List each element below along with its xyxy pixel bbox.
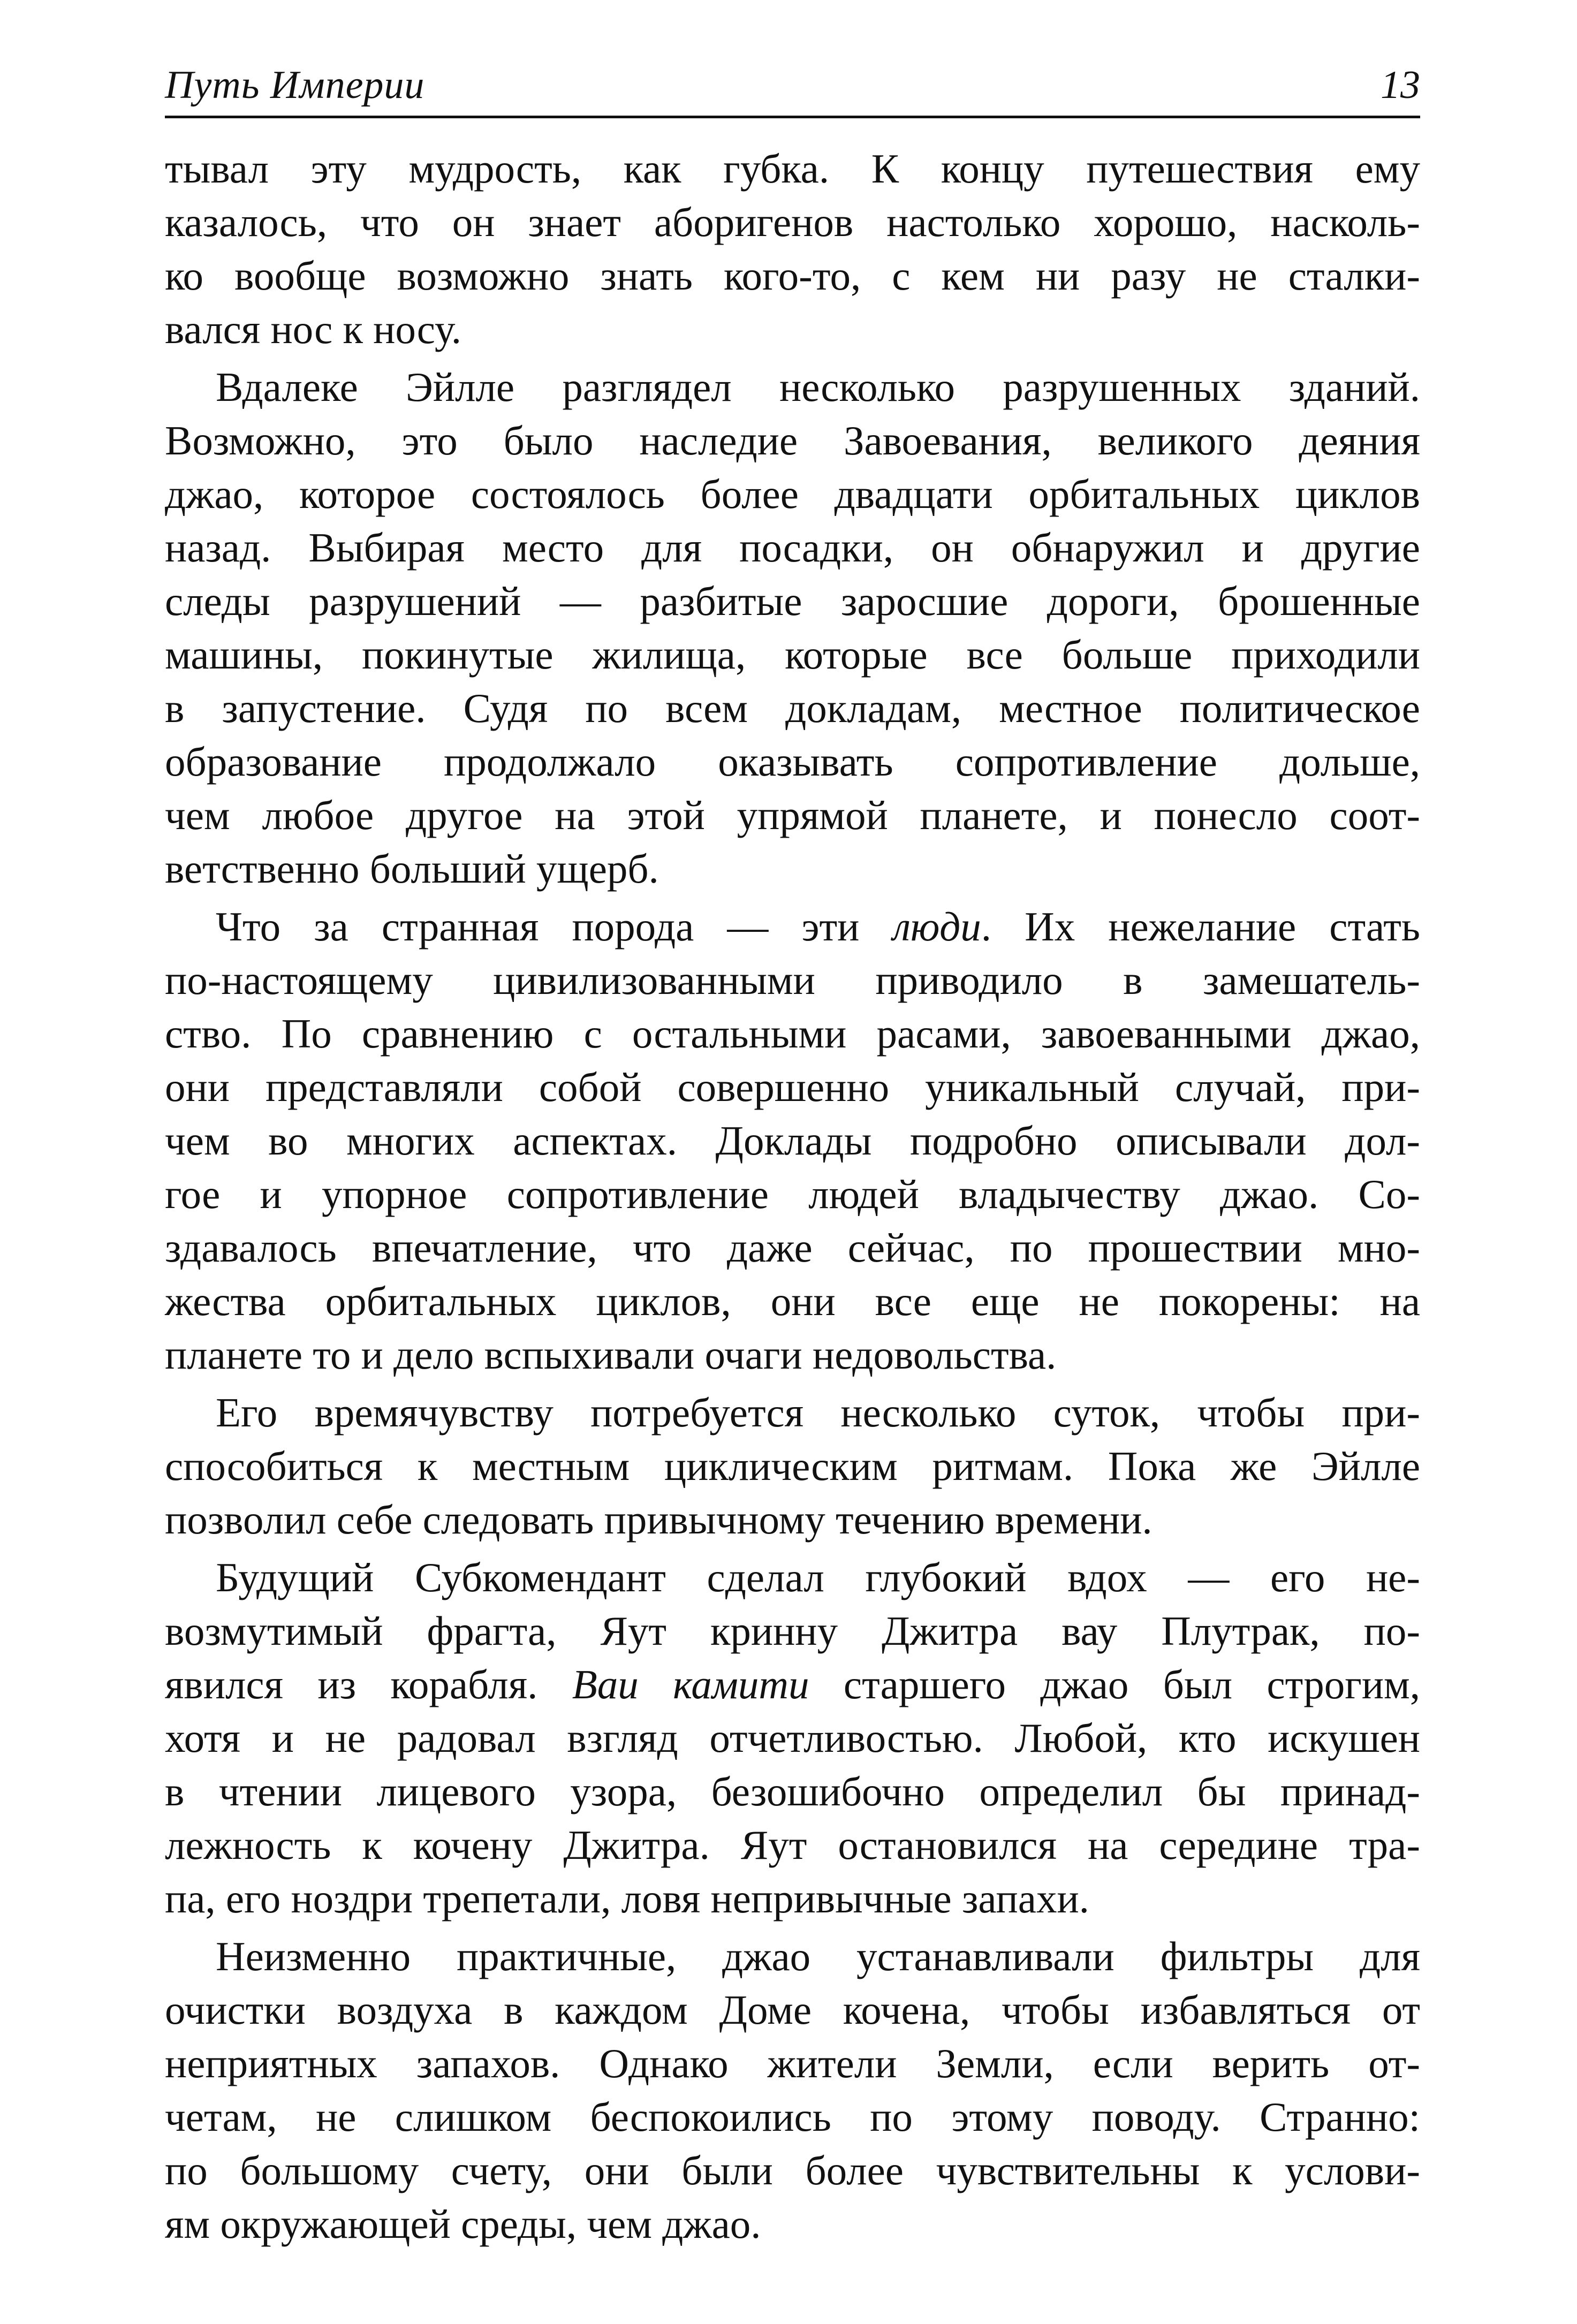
- text-line: возмутимый фрагта, Яут кринну Джитра вау Плутрак, по-: [165, 1608, 1420, 1654]
- text-line: образование продолжало оказывать сопротивление дольше,: [165, 739, 1420, 785]
- running-header: [165, 51, 1420, 118]
- paragraph-gap: [165, 1381, 1420, 1386]
- text-line: позволил себе следовать привычному течению времени.: [165, 1497, 1153, 1543]
- text-run: Что за странная порода — эти: [216, 903, 893, 950]
- text-line: джао, которое состоялось более двадцати орбитальных циклов: [165, 471, 1420, 517]
- text-line: способиться к местным циклическим ритмам. Пока же Эйлле: [165, 1443, 1420, 1489]
- paragraph-gap: [165, 895, 1420, 900]
- paragraph: [165, 1930, 1420, 2251]
- text-line: [165, 900, 1420, 953]
- text-run: явился из корабля.: [165, 1661, 572, 1707]
- paragraph-gap: [165, 356, 1420, 360]
- text-line: четам, не слишком беспокоились по этому поводу. Странно:: [165, 2094, 1420, 2140]
- text-run: . Их нежелание стать: [981, 903, 1421, 950]
- text-line: чем во многих аспектах. Доклады подробно описывали дол-: [165, 1118, 1420, 1164]
- text-line: они представляли собой совершенно уникальный случай, при-: [165, 1064, 1420, 1110]
- text-line: неприятных запахов. Однако жители Земли, если верить от-: [165, 2040, 1420, 2086]
- text-line: Вдалеке Эйлле разглядел несколько разрушенных зданий.: [216, 364, 1420, 410]
- text-line: лежность к кочену Джитра. Яут остановился на середине тра-: [165, 1822, 1420, 1868]
- text-line: здавалось впечатление, что даже сейчас, по прошествии мно-: [165, 1225, 1420, 1271]
- text-line: Будущий Субкомендант сделал глубокий вдох — его не-: [216, 1554, 1420, 1600]
- text-line: хотя и не радовал взгляд отчетливостью. Любой, кто искушен: [165, 1715, 1420, 1761]
- paragraph-gap: [165, 1546, 1420, 1551]
- paragraph-gap: [165, 1925, 1420, 1930]
- running-head-title: Путь Империи: [165, 63, 425, 107]
- italic-term: Ваи камити: [572, 1661, 809, 1707]
- paragraph: [165, 900, 1420, 1381]
- text-run: старшего джао был строгим,: [809, 1661, 1421, 1707]
- text-line: машины, покинутые жилища, которые все больше приходили: [165, 632, 1420, 678]
- text-line: следы разрушений — разбитые заросшие дороги, брошенные: [165, 578, 1420, 624]
- text-line: ям окружающей среды, чем джао.: [165, 2201, 761, 2247]
- body-text: [165, 142, 1420, 2251]
- text-line: Неизменно практичные, джао устанавливали фильтры для: [216, 1933, 1420, 1979]
- page-number: 13: [1381, 63, 1420, 107]
- paragraph: [165, 1386, 1420, 1546]
- paragraph: [165, 142, 1420, 356]
- text-line: в запустение. Судя по всем докладам, местное политическое: [165, 685, 1420, 731]
- text-line: ко вообще возможно знать кого-то, с кем ни разу не сталки-: [165, 253, 1420, 299]
- paragraph: [165, 1551, 1420, 1925]
- text-line: тывал эту мудрость, как губка. К концу путешествия ему: [165, 146, 1420, 192]
- text-line: па, его ноздри трепетали, ловя непривычные запахи.: [165, 1875, 1089, 1922]
- text-line: очистки воздуха в каждом Доме кочена, чтобы избавляться от: [165, 1987, 1420, 2033]
- italic-term: люди: [892, 903, 981, 950]
- text-line: жества орбитальных циклов, они все еще не покорены: на: [165, 1278, 1420, 1324]
- text-line: вался нос к носу.: [165, 306, 462, 352]
- text-line: по большому счету, они были более чувствительны к услови-: [165, 2147, 1420, 2193]
- paragraph: [165, 360, 1420, 895]
- text-line: ветственно больший ущерб.: [165, 846, 659, 892]
- text-line: в чтении лицевого узора, безошибочно определил бы принад-: [165, 1768, 1420, 1814]
- text-line: чем любое другое на этой упрямой планете, и понесло соот-: [165, 792, 1420, 838]
- text-line: ство. По сравнению с остальными расами, завоеванными джао,: [165, 1011, 1420, 1057]
- text-line: планете то и дело вспыхивали очаги недовольства.: [165, 1332, 1057, 1378]
- text-line: Его времячувству потребуется несколько суток, чтобы при-: [216, 1389, 1420, 1436]
- text-line: гое и упорное сопротивление людей владычеству джао. Со-: [165, 1171, 1420, 1217]
- text-line: по-настоящему цивилизованными приводило в замешатель-: [165, 957, 1420, 1003]
- text-line: назад. Выбирая место для посадки, он обнаружил и другие: [165, 525, 1420, 571]
- text-line: казалось, что он знает аборигенов настолько хорошо, насколь-: [165, 199, 1420, 245]
- text-line: [165, 1658, 1420, 1711]
- text-line: Возможно, это было наследие Завоевания, великого деяния: [165, 417, 1420, 464]
